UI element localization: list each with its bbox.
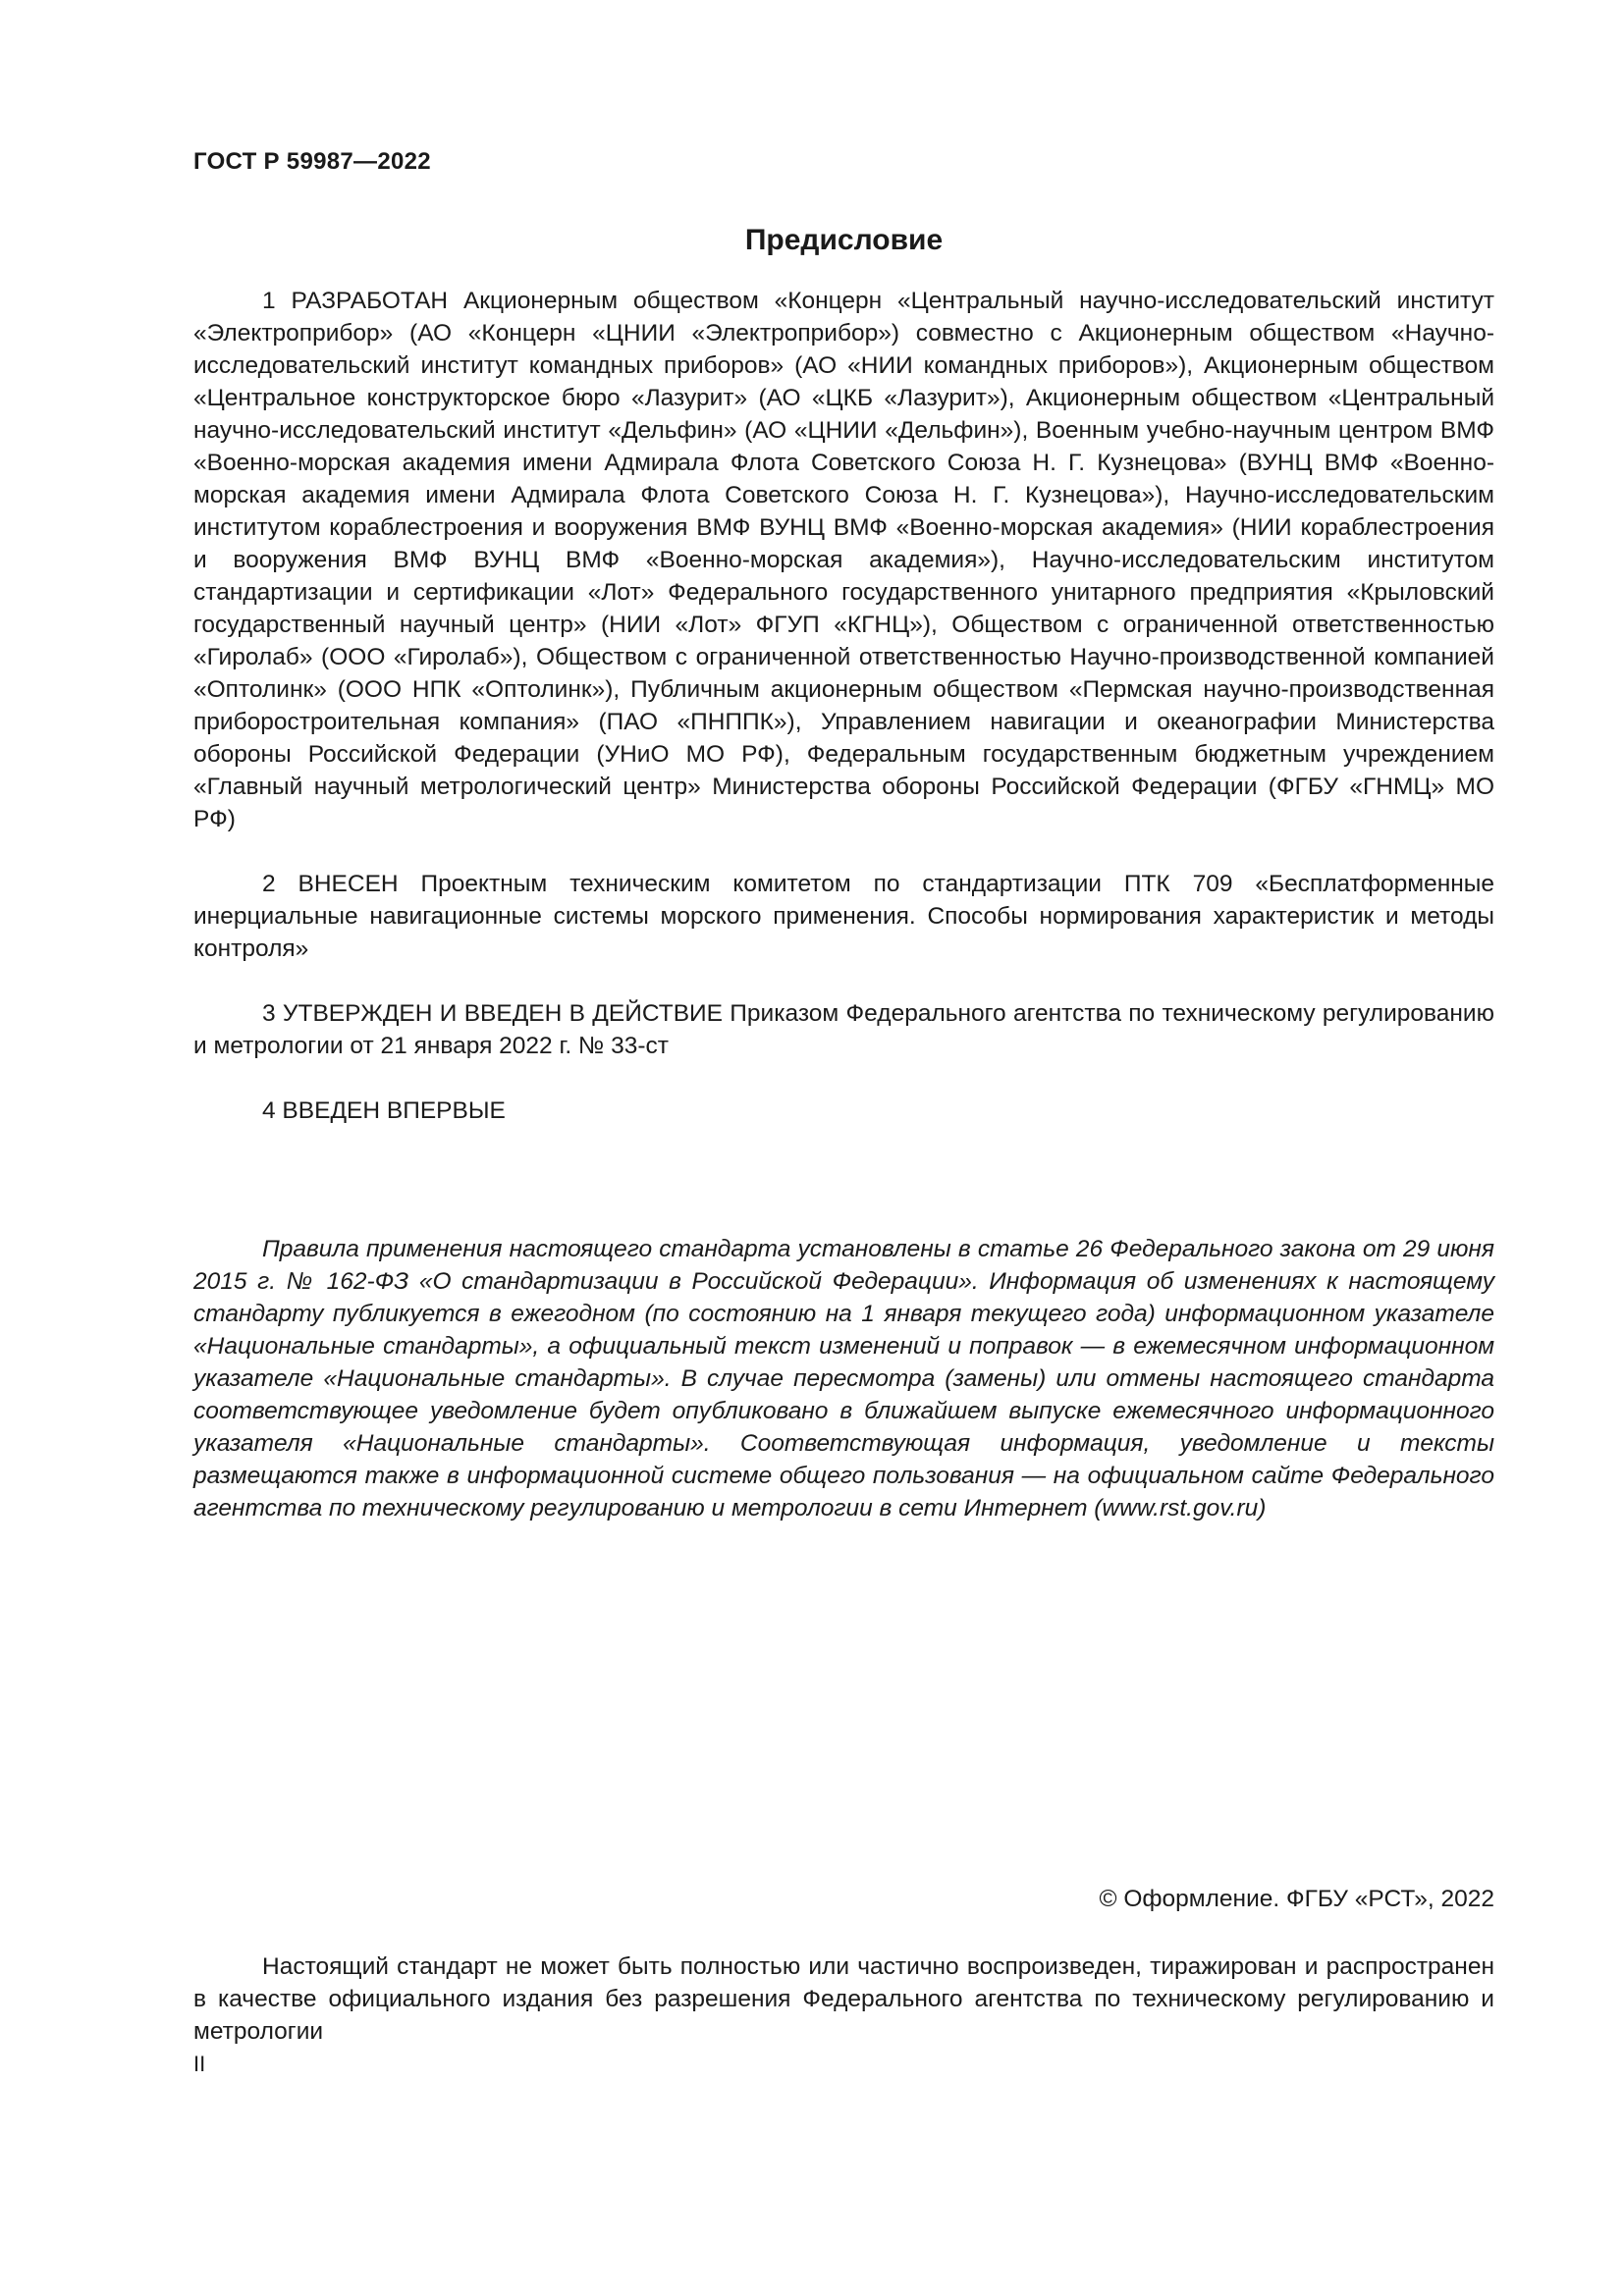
reproduction-rights-notice: Настоящий стандарт не может быть полностью или частично воспроизведен, тиражирован и распространен в качестве официального издания без разрешения Федерального агентства по техническому регулированию и метрологии xyxy=(193,1953,1494,2045)
foreword-paragraph-approved: 3 УТВЕРЖДЕН И ВВЕДЕН В ДЕЙСТВИЕ Приказом Федерального агентства по техническому регулированию и метрологии от 21 января 2022 г. № 33-ст xyxy=(193,1000,1494,1059)
foreword-paragraph-developed: 1 РАЗРАБОТАН Акционерным обществом «Концерн «Центральный научно-исследовательский институт «Электроприбор» (АО «Концерн «ЦНИИ «Электроприбор») совместно с Акционерным обществом «Научно-исследовательский институт командных приборов» (АО «НИИ командных приборов»), Акционерным обществом «Центральное конструкторское бюро «Лазурит» (АО «ЦКБ «Лазурит»), Акционерным обществом «Центральный научно-исследовательский институт «Дельфин» (АО «ЦНИИ «Дельфин»), Военным учебно-научным центром ВМФ «Военно-морская академия имени Адмирала Флота Советского Союза Н. Г. Кузнецова» (ВУНЦ ВМФ «Военно-морская академия имени Адмирала Флота Советского Союза Н. Г. Кузнецова»), Научно-исследовательским институтом кораблестроения и вооружения ВМФ ВУНЦ ВМФ «Военно-морская академия» (НИИ кораблестроения и вооружения ВМФ ВУНЦ ВМФ «Военно-морская академия»), Научно-исследовательским институтом стандартизации и сертификации «Лот» Федерального государственного унитарного предприятия «Крыловский государственный научный центр» (НИИ «Лот» ФГУП «КГНЦ»), Обществом с ограниченной ответственностью «Гиролаб» (ООО «Гиролаб»), Обществом с ограниченной ответственностью Научно-производственной компанией «Оптолинк» (ООО НПК «Оптолинк»), Публичным акционерным обществом «Пермская научно-производственная приборостроительная компания» (ПАО «ПНППК»), Управлением навигации и океанографии Министерства обороны Российской Федерации (УНиО МО РФ), Федеральным государственным бюджетным учреждением «Главный научный метрологический центр» Министерства обороны Российской Федерации (ФГБУ «ГНМЦ» МО РФ) xyxy=(193,288,1494,832)
document-id: ГОСТ Р 59987—2022 xyxy=(193,148,431,175)
copyright-line: © Оформление. ФГБУ «РСТ», 2022 xyxy=(1099,1886,1494,1912)
application-rules-notice: Правила применения настоящего стандарта установлены в статье 26 Федерального закона от 29 июня 2015 г. № 162-ФЗ «О стандартизации в Российской Федерации». Информация об изменениях к настоящему стандарту публикуется в ежегодном (по состоянию на 1 января текущего года) информационном указателе «Национальные стандарты», а официальный текст изменений и поправок — в ежемесячном информационном указателе «Национальные стандарты». В случае пересмотра (замены) или отмены настоящего стандарта соответствующее уведомление будет опубликовано в ближайшем выпуске ежемесячного информационного указателя «Национальные стандарты». Соответствующая информация, уведомление и тексты размещаются также в информационной системе общего пользования — на официальном сайте Федерального агентства по техническому регулированию и метрологии в сети Интернет (www.rst.gov.ru) xyxy=(193,1236,1494,1522)
foreword-paragraph-first-introduced: 4 ВВЕДЕН ВПЕРВЫЕ xyxy=(262,1097,506,1124)
foreword-body xyxy=(193,285,1494,1159)
foreword-paragraph-introduced: 2 ВНЕСЕН Проектным техническим комитетом по стандартизации ПТК 709 «Бесплатформенные инерциальные навигационные системы морского применения. Способы нормирования характеристик и методы контроля» xyxy=(193,871,1494,962)
foreword-title: Предисловие xyxy=(744,224,944,256)
page-number: II xyxy=(193,2052,206,2076)
